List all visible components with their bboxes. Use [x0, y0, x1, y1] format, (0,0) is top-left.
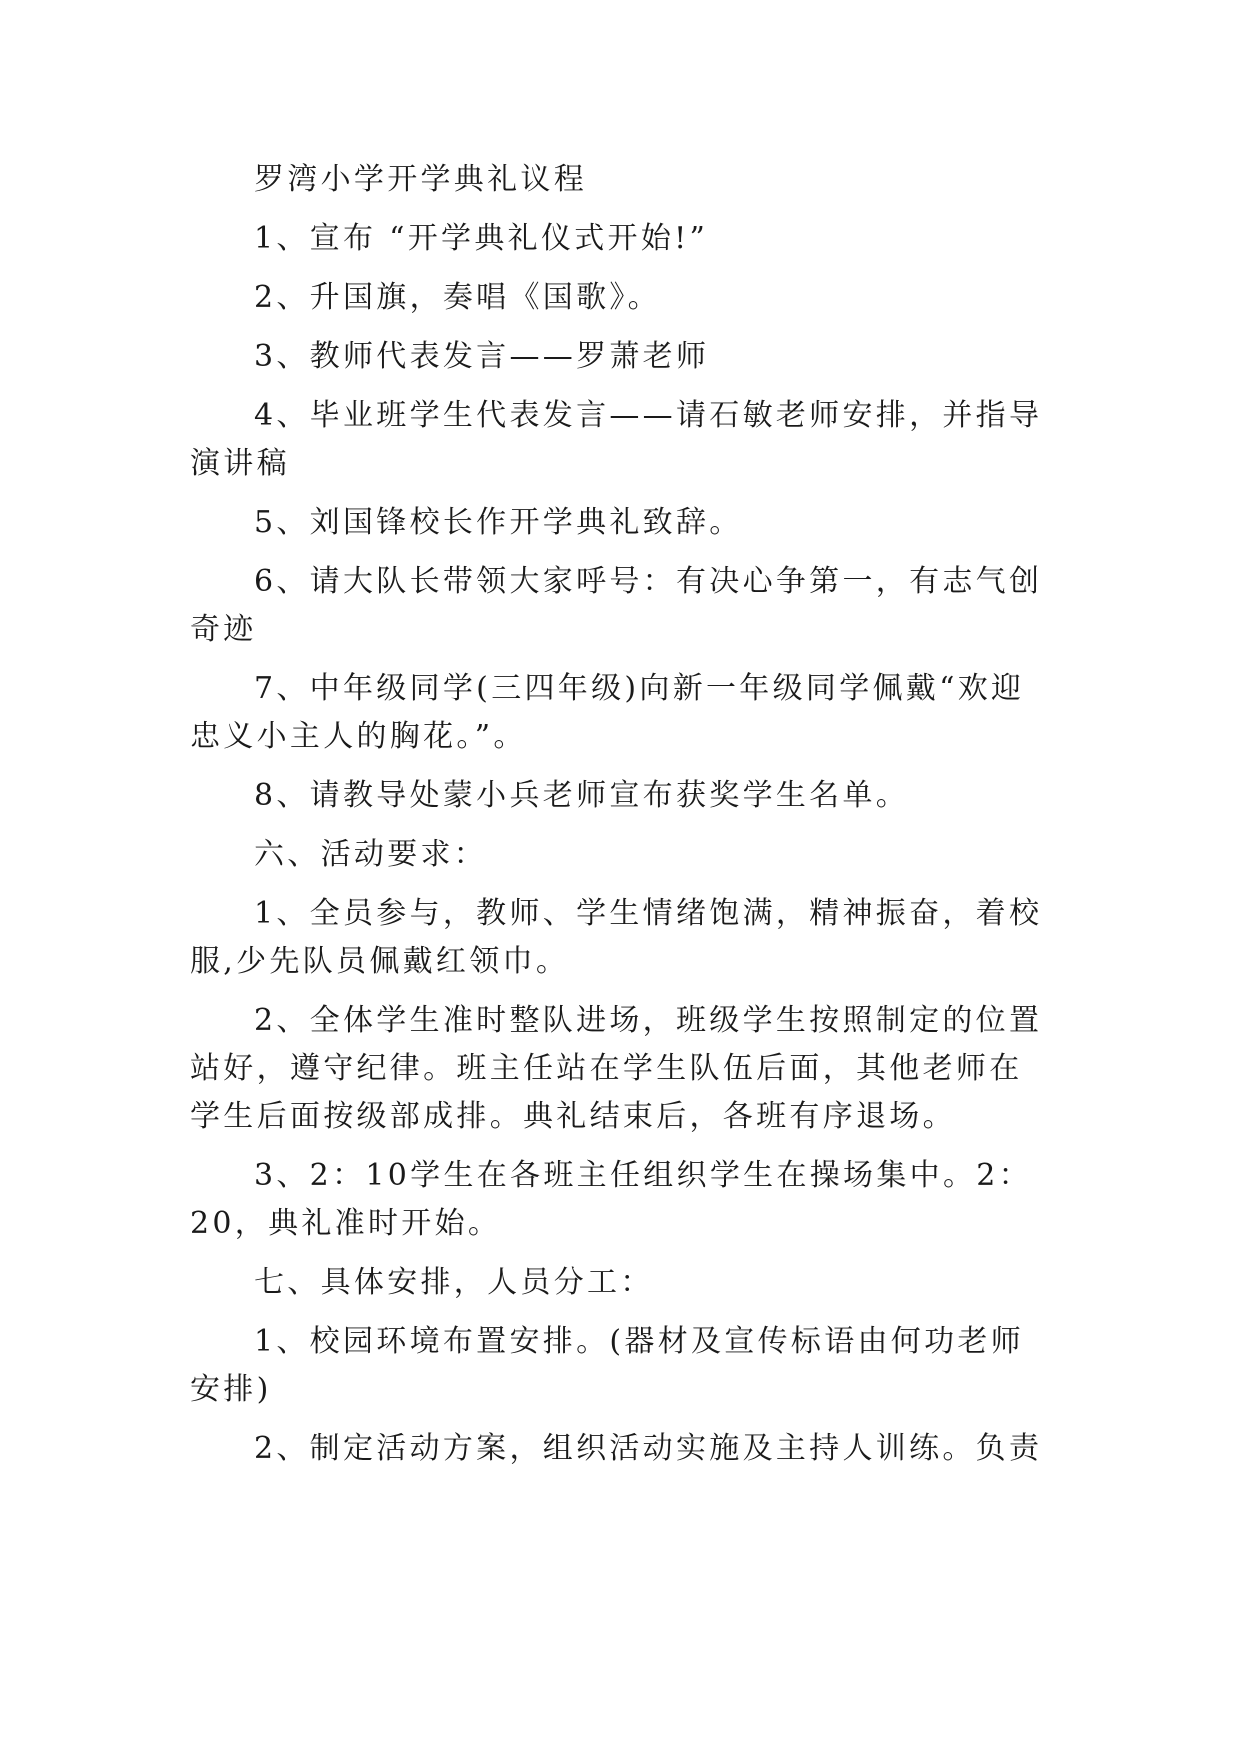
section-heading-arrangements: 七、具体安排，人员分工：: [254, 1265, 654, 1300]
requirement-item-3: 3、2：10学生在各班主任组织学生在操场集中。2：20，典礼准时开始。: [190, 1158, 1032, 1241]
document-body: [190, 156, 1050, 1484]
agenda-item-1: 1、宣布 “开学典礼仪式开始!”: [254, 221, 709, 256]
section-heading-requirements: 六、活动要求：: [254, 837, 488, 872]
agenda-item-7: 7、中年级同学(三四年级)向新一年级同学佩戴“欢迎忠义小主人的胸花。”。: [190, 671, 1025, 754]
arrangement-item-1: 1、校园环境布置安排。(器材及宣传标语由何功老师安排): [190, 1324, 1024, 1407]
agenda-item-5: 5、刘国锋校长作开学典礼致辞。: [254, 505, 743, 540]
requirement-item-2: 2、全体学生准时整队进场，班级学生按照制定的位置站好，遵守纪律。班主任站在学生队伍后面，其他老师在学生后面按级部成排。典礼结束后，各班有序退场。: [190, 1003, 1043, 1134]
agenda-item-3: 3、教师代表发言——罗萧老师: [254, 339, 710, 374]
agenda-item-8: 8、请教导处蒙小兵老师宣布获奖学生名单。: [254, 778, 910, 813]
agenda-item-4: 4、毕业班学生代表发言——请石敏老师安排，并指导演讲稿: [190, 398, 1043, 481]
agenda-item-2: 2、升国旗，奏唱《国歌》。: [254, 280, 661, 315]
arrangement-item-2: 2、制定活动方案，组织活动实施及主持人训练。负责: [254, 1431, 1043, 1466]
agenda-item-6: 6、请大队长带领大家呼号：有决心争第一，有志气创奇迹: [190, 564, 1043, 647]
requirement-item-1: 1、全员参与，教师、学生情绪饱满，精神振奋，着校服,少先队员佩戴红领巾。: [190, 896, 1043, 979]
agenda-title: 罗湾小学开学典礼议程: [254, 162, 587, 197]
